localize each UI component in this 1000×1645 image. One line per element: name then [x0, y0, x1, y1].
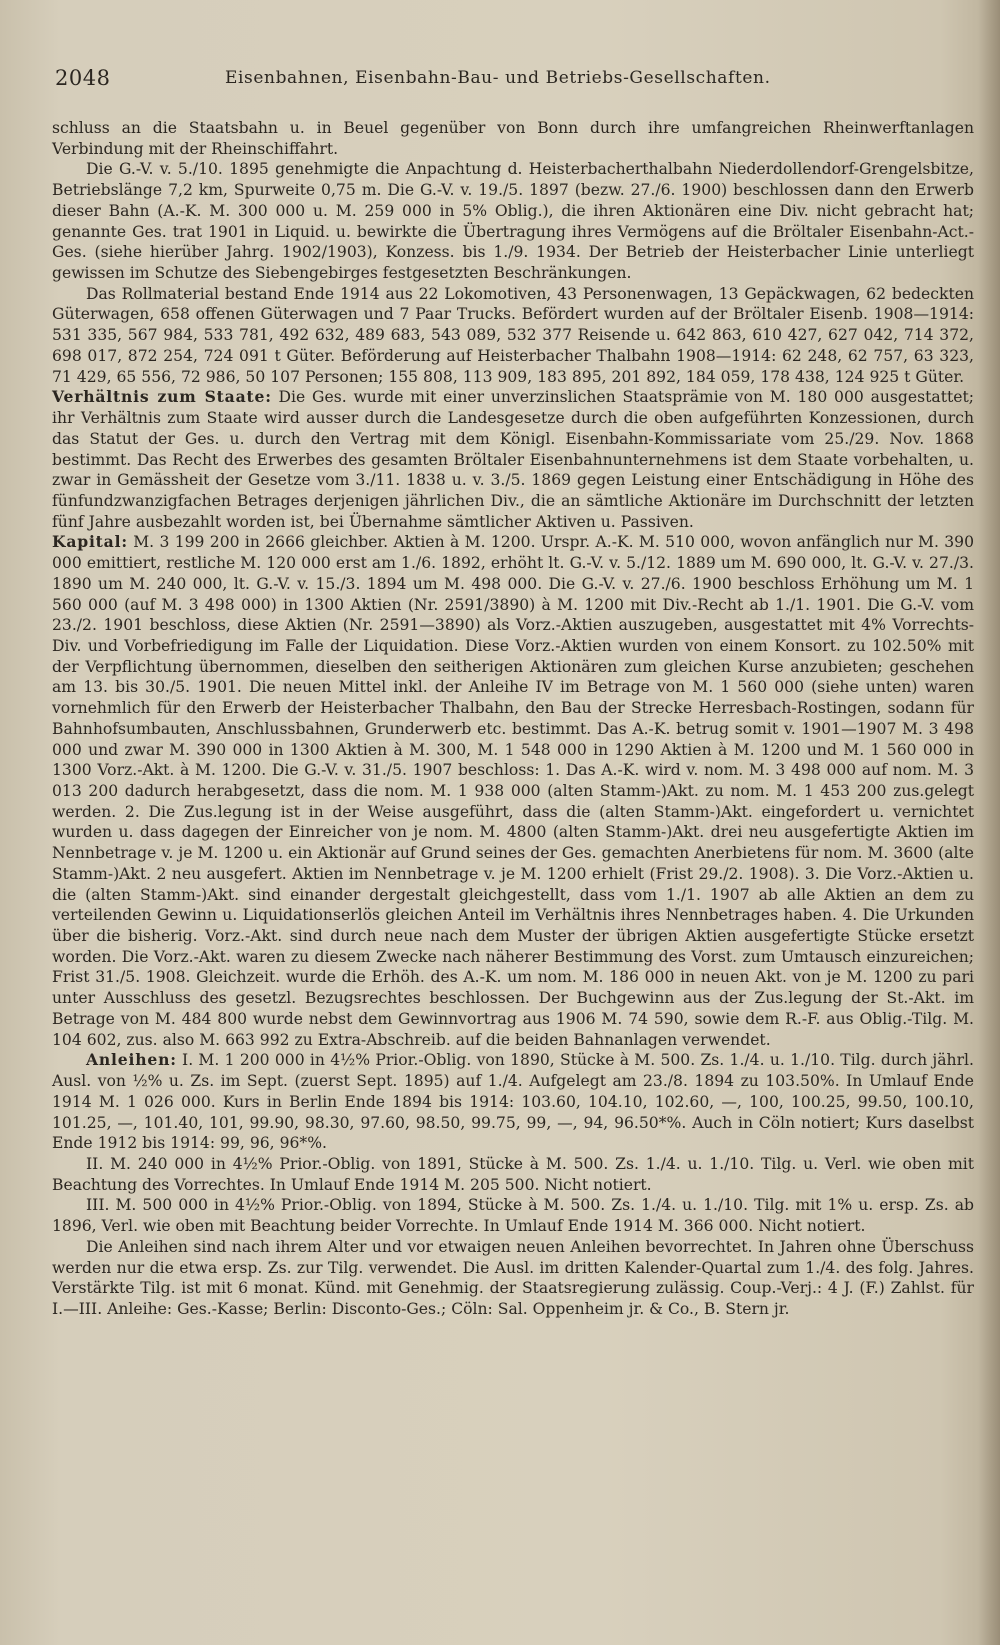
body-text: [52, 118, 974, 1320]
paragraph-capital: [52, 532, 974, 1050]
page-number: 2048: [55, 66, 111, 90]
paragraph-loan-ii: II. M. 240 000 in 4½% Prior.-Oblig. von 1891, Stücke à M. 500. Zs. 1./4. u. 1./10. Tilg. u. Verl. wie oben mit Beachtung des Vorrechtes. In Umlauf Ende 1914 M. 205 500. Nicht notiert.: [52, 1154, 974, 1194]
text-kapital: M. 3 199 200 in 2666 gleichber. Aktien à M. 1200. Urspr. A.-K. M. 510 000, wovon anfänglich nur M. 390 000 emittiert, restliche M. 120 000 erst am 1./6. 1892, erhöht lt. G.-V. v. 5./12. 1889 um M. 690 000, lt. G.-V. v. 27./3. 1890 um M. 240 000, lt. G.-V. v. 15./3. 1894 um M. 498 000. Die G.-V. v. 27./6. 1900 beschloss Erhöhung um M. 1 560 000 (auf M. 3 498 000) in 1300 Aktien (Nr. 2591/3890) à M. 1200 mit Div.-Recht ab 1./1. 1901. Die G.-V. vom 23./2. 1901 beschloss, diese Aktien (Nr. 2591—3890) als Vorz.-Aktien auszugeben, ausgestattet mit 4% Vorrechts-Div. und Vorbefriedigung im Falle der Liquidation. Diese Vorz.-Aktien wurden von einem Konsort. zu 102.50% mit der Verpflichtung übernommen, dieselben den seitherigen Aktionären zum gleichen Kurse anzubieten; geschehen am 13. bis 30./5. 1901. Die neuen Mittel inkl. der Anleihe IV im Betrage von M. 1 560 000 (siehe unten) waren vornehmlich für den Erwerb der Heisterbacher Thalbahn, den Bau der Strecke Herresbach-Rostingen, sodann für Bahnhofsumbauten, Anschlussbahnen, Grunderwerb etc. bestimmt. Das A.-K. betrug somit v. 1901—1907 M. 3 498 000 und zwar M. 390 000 in 1300 Aktien à M. 300, M. 1 548 000 in 1290 Aktien à M. 1200 und M. 1 560 000 in 1300 Vorz.-Akt. à M. 1200. Die G.-V. v. 31./5. 1907 beschloss: 1. Das A.-K. wird v. nom. M. 3 498 000 auf nom. M. 3 013 200 dadurch herabgesetzt, dass die nom. M. 1 938 000 (alten Stamm-)Akt. zu nom. M. 1 453 200 zus.gelegt werden. 2. Die Zus.legung ist in der Weise ausgeführt, dass die (alten Stamm-)Akt. eingefordert u. vernichtet wurden u. dass dagegen der Einreicher von je nom. M. 4800 (alten Stamm-)Akt. drei neu ausgefertigte Aktien im Nennbetrage v. je M. 1200 u. ein Aktionär auf Grund seines der Ges. gemachten Anerbietens für nom. M. 3600 (alte Stamm-)Akt. 2 neu ausgefert. Aktien im Nennbetrage v. je M. 1200 erhielt (Frist 29./2. 1908). 3. Die Vorz.-Aktien u. die (alten Stamm-)Akt. sind einander dergestalt gleichgestellt, dass vom 1./1. 1907 ab alle Aktien an dem zu verteilenden Gewinn u. Liquidationserlös gleichen Anteil im Verhältnis ihres Nennbetrages haben. 4. Die Urkunden über die bisherig. Vorz.-Akt. sind durch neue nach dem Muster der übrigen Aktien ausgefertigte Stücke ersetzt worden. Die Vorz.-Akt. waren zu diesem Zwecke nach näherer Bestimmung des Vorst. zum Umtausch einzureichen; Frist 31./5. 1908. Gleichzeit. wurde die Erhöh. des A.-K. um nom. M. 186 000 in neuen Akt. von je M. 1200 zu pari unter Ausschluss des gesetzl. Bezugsrechtes beschlossen. Der Buchgewinn aus der Zus.legung der St.-Akt. im Betrage von M. 484 800 wurde nebst dem Gewinnvortrag aus 1906 M. 74 590, sowie dem R.-F. aus Oblig.-Tilg. M. 104 602, zus. also M. 663 992 zu Extra-Abschreib. auf die beiden Bahnanlagen verwendet.: [52, 533, 974, 1049]
page-header: [55, 66, 935, 96]
paragraph-rolling-stock: Das Rollmaterial bestand Ende 1914 aus 22 Lokomotiven, 43 Personenwagen, 13 Gepäckwagen, 62 bedeckten Güterwagen, 658 offenen Güterwagen und 7 Paar Trucks. Befördert wurden auf der Bröltaler Eisenb. 1908—1914: 531 335, 567 984, 533 781, 492 632, 489 683, 543 089, 532 377 Reisende u. 642 863, 610 427, 627 042, 714 372, 698 017, 872 254, 724 091 t Güter. Beförderung auf Heisterbacher Thalbahn 1908—1914: 62 248, 62 757, 63 323, 71 429, 65 556, 72 986, 50 107 Personen; 155 808, 113 909, 183 895, 201 892, 184 059, 178 438, 124 925 t Güter.: [52, 284, 974, 386]
label-verhaeltnis: Verhältnis zum Staate:: [52, 387, 272, 407]
running-head: Eisenbahnen, Eisenbahn-Bau- und Betriebs-Gesellschaften.: [225, 68, 771, 88]
paragraph-loans: [52, 1050, 974, 1154]
label-anleihen: Anleihen:: [86, 1050, 177, 1070]
text-anleihen: I. M. 1 200 000 in 4½% Prior.-Oblig. von 1890, Stücke à M. 500. Zs. 1./4. u. 1./10. Tilg. durch jährl. Ausl. von ½% u. Zs. im Sept. (zuerst Sept. 1895) auf 1./4. Aufgelegt am 23./8. 1894 zu 103.50%. In Umlauf Ende 1914 M. 1 026 000. Kurs in Berlin Ende 1894 bis 1914: 103.60, 104.10, 102.60, —, 100, 100.25, 99.50, 100.10, 101.25, —, 101.40, 101, 99.90, 98.30, 97.60, 98.50, 99.75, 99, —, 94, 96.50*%. Auch in Cöln notiert; Kurs daselbst Ende 1912 bis 1914: 99, 96, 96*%.: [52, 1051, 974, 1153]
page-edge-shadow: [978, 0, 1000, 1645]
label-kapital: Kapital:: [52, 532, 128, 552]
paragraph-loan-terms: Die Anleihen sind nach ihrem Alter und vor etwaigen neuen Anleihen bevorrechtet. In Jahren ohne Überschuss werden nur die etwa ersp. Zs. zur Tilg. verwendet. Die Ausl. im dritten Kalender-Quartal zum 1./4. des folg. Jahres. Verstärkte Tilg. ist mit 6 monat. Künd. mit Genehmig. der Staatsregierung zulässig. Coup.-Verj.: 4 J. (F.) Zahlst. für I.—III. Anleihe: Ges.-Kasse; Berlin: Disconto-Ges.; Cöln: Sal. Oppenheim jr. & Co., B. Stern jr.: [52, 1237, 974, 1318]
paragraph-heisterbach: Die G.-V. v. 5./10. 1895 genehmigte die Anpachtung d. Heisterbacherthalbahn Niederdollendorf-Grengelsbitze, Betriebslänge 7,2 km, Spurweite 0,75 m. Die G.-V. v. 19./5. 1897 (bezw. 27./6. 1900) beschlossen dann den Erwerb dieser Bahn (A.-K. M. 300 000 u. M. 259 000 in 5% Oblig.), die ihren Aktionären eine Div. nicht gebracht hat; genannte Ges. trat 1901 in Liquid. u. bewirkte die Übertragung ihres Vermögens auf die Bröltaler Eisenbahn-Act.-Ges. (siehe hierüber Jahrg. 1902/1903), Konzess. bis 1./9. 1934. Der Betrieb der Heisterbacher Linie unterliegt gewissen im Schutze des Siebengebirges festgesetzten Beschränkungen.: [52, 160, 974, 283]
paragraph-connection: schluss an die Staatsbahn u. in Beuel gegenüber von Bonn durch ihre umfangreichen Rheinwerftanlagen Verbindung mit der Rheinschiffahrt.: [52, 119, 974, 158]
text-verhaeltnis: Die Ges. wurde mit einer unverzinslichen Staatsprämie von M. 180 000 ausgestattet; ihr Verhältnis zum Staate wird ausser durch die Landesgesetze durch die oben aufgeführten Konzessionen, durch das Statut der Ges. u. durch den Vertrag mit dem Königl. Eisenbahn-Kommissariate vom 25./29. Nov. 1868 bestimmt. Das Recht des Erwerbes des gesamten Bröltaler Eisenbahnunternehmens ist dem Staate vorbehalten, u. zwar in Gemässheit der Gesetze vom 3./11. 1838 u. v. 3./5. 1869 gegen Leistung einer Entschädigung in Höhe des fünfundzwanzigfachen Betrages derjenigen jährlichen Div., die an sämtliche Aktionäre im Durchschnitt der letzten fünf Jahre ausbezahlt worden ist, bei Übernahme sämtlicher Aktiven u. Passiven.: [52, 388, 974, 531]
paragraph-loan-iii: III. M. 500 000 in 4½% Prior.-Oblig. von 1894, Stücke à M. 500. Zs. 1./4. u. 1./10. Tilg. mit 1% u. ersp. Zs. ab 1896, Verl. wie oben mit Beachtung beider Vorrechte. In Umlauf Ende 1914 M. 366 000. Nicht notiert.: [52, 1196, 974, 1236]
paragraph-state-relation: [52, 387, 974, 532]
